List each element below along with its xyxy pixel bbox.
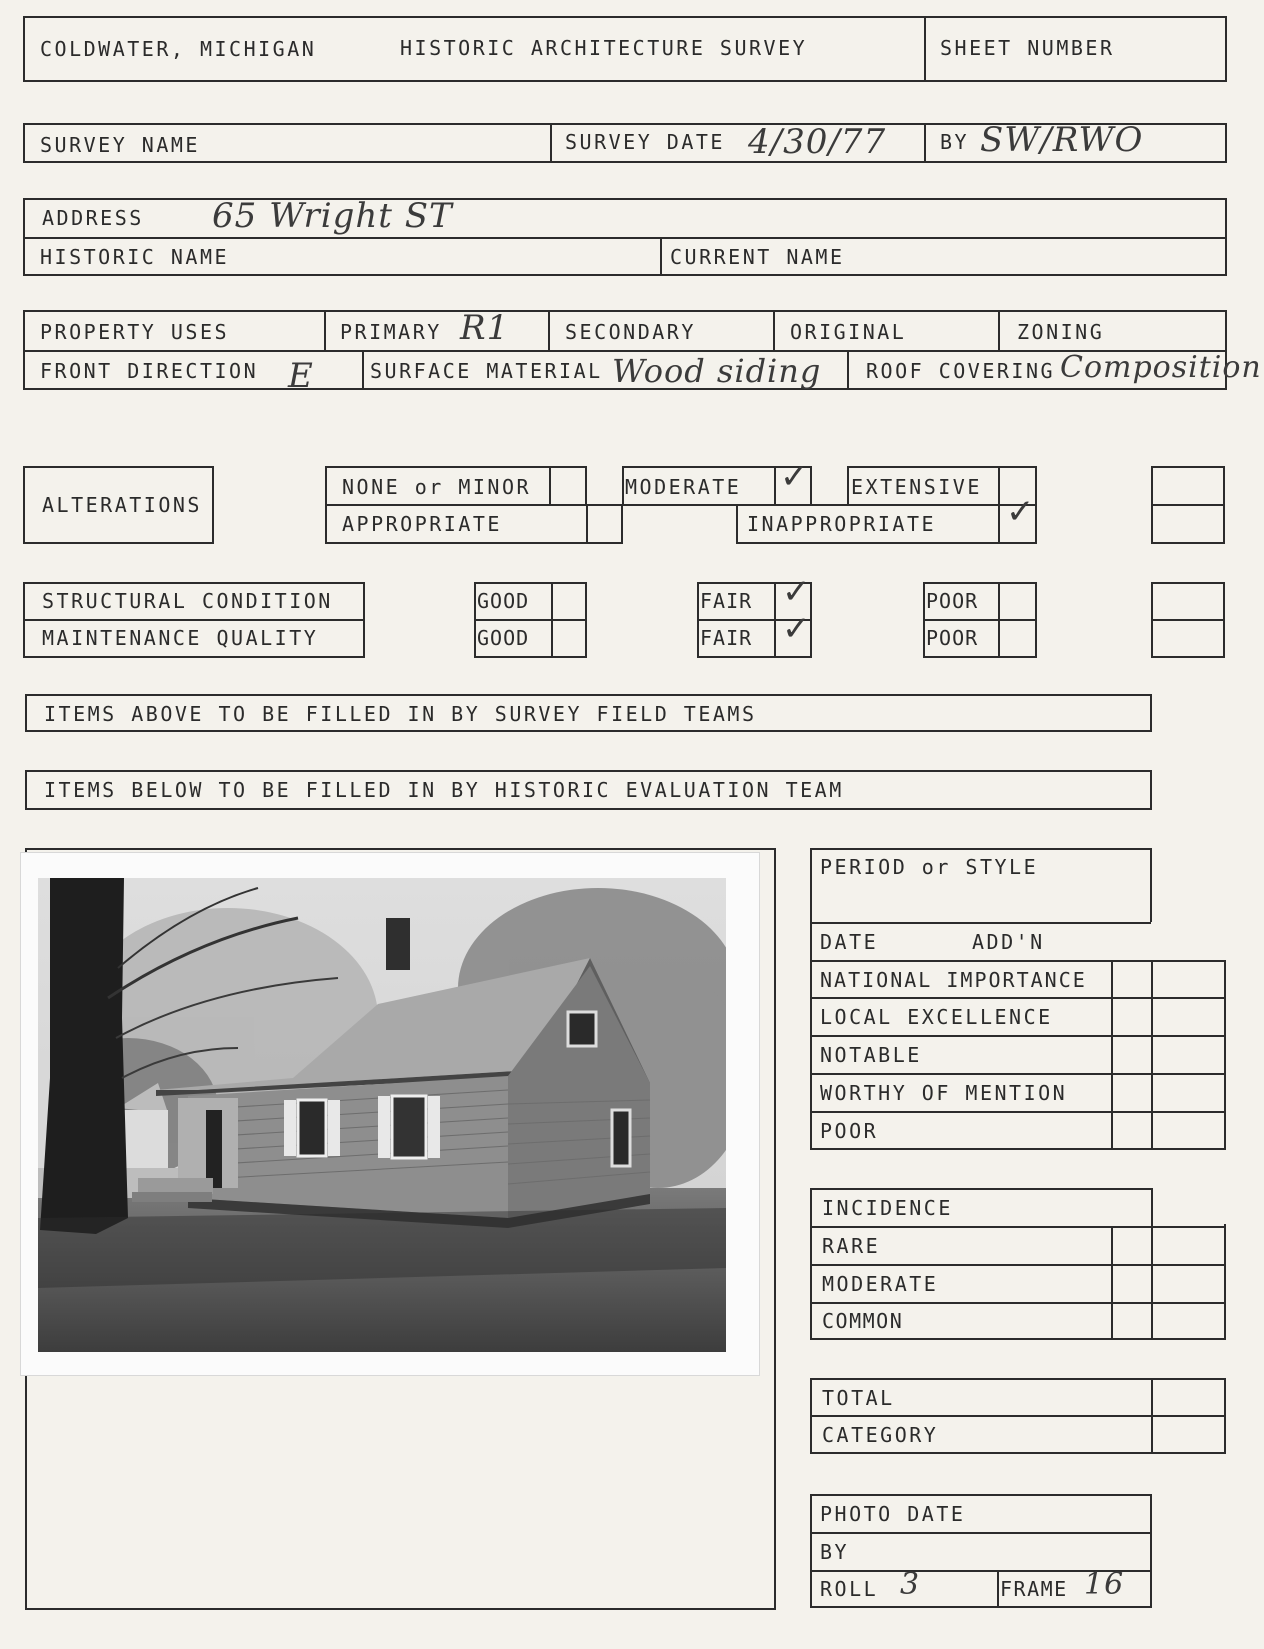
- eval-top-right-blank: [1151, 922, 1227, 960]
- structural-good-label: GOOD: [477, 589, 530, 613]
- photo-by-label: BY: [820, 1540, 850, 1564]
- roll-frame-divider: [997, 1570, 999, 1608]
- incidence-top-right-blank: [1151, 1186, 1228, 1224]
- good-check-divider: [551, 582, 553, 658]
- structural-poor-label: POOR: [926, 589, 979, 613]
- primary-value: R1: [460, 308, 510, 348]
- maintenance-fair-check-mark: ✓: [782, 609, 811, 649]
- incidence-right-edge-top: [1151, 1188, 1153, 1226]
- property-divider-1: [324, 310, 326, 350]
- good-mid: [474, 619, 587, 621]
- structural-condition-label: STRUCTURAL CONDITION: [42, 589, 333, 613]
- date-label: DATE: [820, 930, 879, 954]
- items-above-note: ITEMS ABOVE TO BE FILLED IN BY SURVEY FIELD TEAMS: [44, 702, 757, 726]
- total-label: TOTAL: [822, 1386, 895, 1410]
- address-mid-line: [23, 237, 1227, 239]
- national-importance-label: NATIONAL IMPORTANCE: [820, 968, 1087, 992]
- maintenance-poor-label: POOR: [926, 626, 979, 650]
- totals-mid: [810, 1415, 1226, 1417]
- house-photograph: [38, 878, 726, 1352]
- roll-value: 3: [900, 1567, 921, 1602]
- primary-label: PRIMARY: [340, 320, 442, 344]
- local-excellence-label: LOCAL EXCELLENCE: [820, 1005, 1053, 1029]
- frame-value: 16: [1084, 1567, 1125, 1602]
- zoning-label: ZONING: [1017, 320, 1105, 344]
- maintenance-good-label: GOOD: [477, 626, 530, 650]
- address-divider: [660, 237, 662, 276]
- address-label: ADDRESS: [42, 206, 144, 230]
- addn-label: ADD'N: [972, 930, 1045, 954]
- sheet-number-label: SHEET NUMBER: [940, 36, 1115, 60]
- property-divider-6: [847, 350, 849, 390]
- notable-label: NOTABLE: [820, 1043, 922, 1067]
- rare-label: RARE: [822, 1234, 881, 1258]
- maintenance-fair-label: FAIR: [700, 626, 753, 650]
- incidence-score-divider-1: [1111, 1226, 1113, 1340]
- eval-line-1: [810, 960, 1226, 962]
- structural-fair-label: FAIR: [700, 589, 753, 613]
- property-divider-5: [362, 350, 364, 390]
- survey-divider-1: [550, 123, 552, 163]
- form-title: HISTORIC ARCHITECTURE SURVEY: [400, 36, 808, 60]
- none-or-minor-label: NONE or MINOR: [342, 475, 532, 499]
- poor-mid: [923, 619, 1037, 621]
- incidence-score-divider-2: [1151, 1226, 1153, 1340]
- property-divider-3: [773, 310, 775, 350]
- survey-by-value: SW/RWO: [980, 120, 1144, 160]
- photo-info-line-1: [810, 1532, 1152, 1534]
- roll-label: ROLL: [820, 1577, 879, 1601]
- eval-line-4: [810, 1073, 1226, 1075]
- front-direction-value: E: [288, 356, 314, 396]
- maintenance-quality-label: MAINTENANCE QUALITY: [42, 626, 319, 650]
- survey-date-value: 4/30/77: [748, 122, 887, 162]
- appropriate-check-divider: [586, 504, 588, 544]
- survey-date-label: SURVEY DATE: [565, 130, 725, 154]
- eval-score-divider-1: [1111, 960, 1113, 1150]
- condition-label-mid: [23, 619, 365, 621]
- secondary-label: SECONDARY: [565, 320, 696, 344]
- photo-date-label: PHOTO DATE: [820, 1502, 966, 1526]
- incidence-line-3: [810, 1302, 1226, 1304]
- eval-line-2: [810, 997, 1226, 999]
- chimney: [386, 918, 410, 970]
- location-label: COLDWATER, MICHIGAN: [40, 37, 317, 61]
- alterations-label: ALTERATIONS: [42, 493, 202, 517]
- category-label: CATEGORY: [822, 1423, 939, 1447]
- surface-material-label: SURFACE MATERIAL: [370, 359, 603, 383]
- inappropriate-label: INAPPROPRIATE: [747, 512, 937, 536]
- eval-line-5: [810, 1111, 1226, 1113]
- eval-poor-label: POOR: [820, 1119, 879, 1143]
- property-uses-label: PROPERTY USES: [40, 320, 230, 344]
- inappropriate-check-divider: [998, 504, 1000, 544]
- moderate-check-divider: [774, 466, 776, 506]
- incidence-label: INCIDENCE: [822, 1196, 953, 1220]
- historic-name-label: HISTORIC NAME: [40, 245, 230, 269]
- fair-check-divider: [774, 582, 776, 658]
- header-divider: [924, 16, 926, 82]
- frame-label: FRAME: [1000, 1577, 1068, 1601]
- period-or-style-label: PERIOD or STYLE: [820, 855, 1039, 879]
- address-value: 65 Wright ST: [212, 196, 453, 236]
- property-divider-4: [998, 310, 1000, 350]
- roof-covering-label: ROOF COVERING: [866, 359, 1056, 383]
- worthy-of-mention-label: WORTHY OF MENTION: [820, 1081, 1068, 1105]
- roof-covering-value: Composition: [1060, 350, 1262, 385]
- inappropriate-check-mark: ✓: [1006, 492, 1035, 532]
- appropriate-label: APPROPRIATE: [342, 512, 502, 536]
- moderate-check-mark: ✓: [780, 457, 809, 497]
- current-name-label: CURRENT NAME: [670, 245, 845, 269]
- survey-divider-2: [924, 123, 926, 163]
- moderate-label: MODERATE: [625, 475, 742, 499]
- common-label: COMMON: [822, 1309, 904, 1333]
- incidence-moderate-label: MODERATE: [822, 1272, 939, 1296]
- incidence-line-1: [810, 1226, 1226, 1228]
- extensive-check-divider: [998, 466, 1000, 506]
- poor-check-divider: [998, 582, 1000, 658]
- totals-divider: [1151, 1378, 1153, 1454]
- incidence-line-2: [810, 1264, 1226, 1266]
- extensive-label: EXTENSIVE: [851, 475, 982, 499]
- front-direction-label: FRONT DIRECTION: [40, 359, 259, 383]
- alterations-extra-mid: [1151, 504, 1225, 506]
- eval-score-divider-2: [1151, 960, 1153, 1150]
- original-label: ORIGINAL: [790, 320, 907, 344]
- survey-by-label: BY: [940, 130, 970, 154]
- items-below-note: ITEMS BELOW TO BE FILLED IN BY HISTORIC EVALUATION TEAM: [44, 778, 844, 802]
- property-divider-2: [548, 310, 550, 350]
- surface-material-value: Wood siding: [612, 352, 822, 390]
- condition-extra-mid: [1151, 619, 1225, 621]
- survey-name-label: SURVEY NAME: [40, 133, 200, 157]
- none-minor-check-divider: [549, 466, 551, 506]
- eval-line-3: [810, 1035, 1226, 1037]
- structural-fair-check-mark: ✓: [782, 572, 811, 612]
